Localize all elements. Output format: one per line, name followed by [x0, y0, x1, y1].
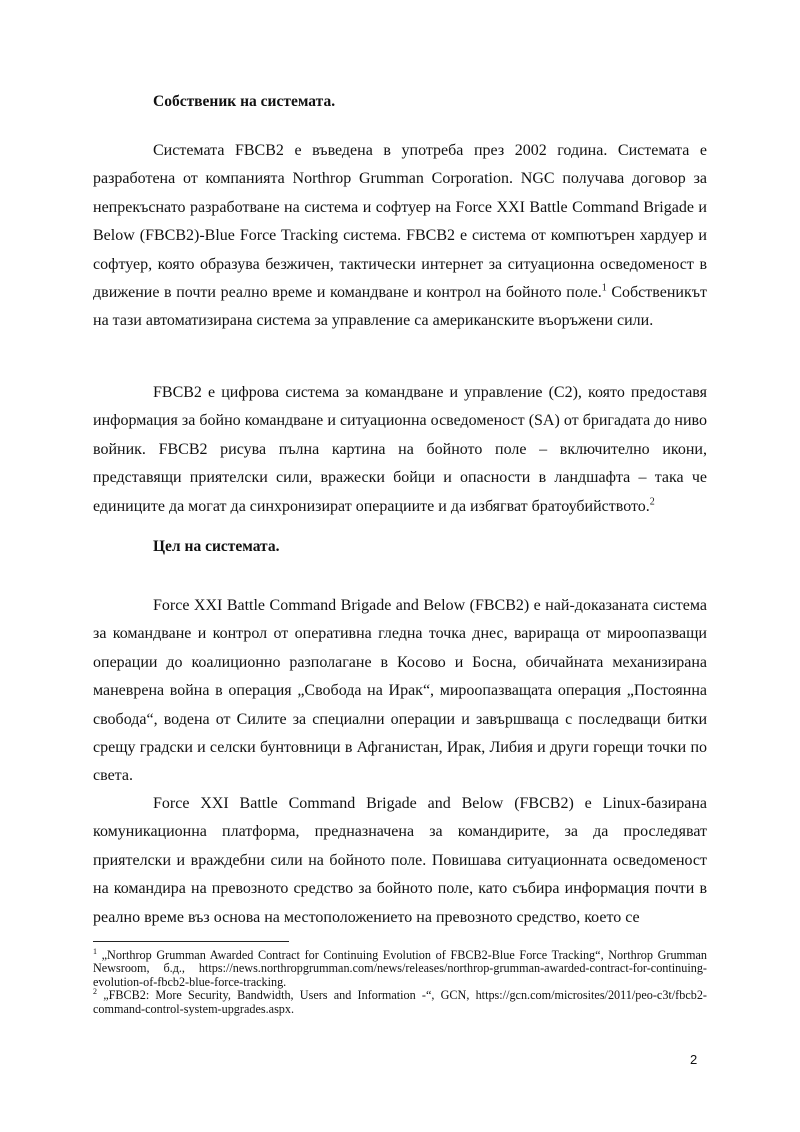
footnote-ref-2[interactable]: 2	[649, 496, 655, 508]
footnote-2	[93, 989, 707, 1016]
footnote-1	[93, 946, 707, 989]
footnote-text-2[interactable]: „FBCB2: More Security, Bandwidth, Users and Information -“, GCN, https://gcn.com/microsites/2011/peo-c3t/fbcb2-command-control-system-upgrades.aspx.	[93, 988, 707, 1016]
footnote-divider	[93, 941, 289, 942]
section-heading-purpose: Цел на системата.	[153, 538, 280, 555]
paragraph-owner-2	[93, 379, 707, 521]
footnote-ref-1[interactable]: 1	[601, 282, 607, 294]
footnotes	[93, 946, 707, 1016]
paragraph-owner-1	[93, 137, 707, 336]
footnote-mark-2: 2	[93, 987, 97, 997]
paragraph-text-tail: Собственикът на тази автоматизирана система за управление са американските въоръжени сили.	[93, 284, 707, 330]
page-number: 2	[690, 1052, 698, 1067]
paragraph-purpose-1: Force XXI Battle Command Brigade and Below (FBCB2) е най-доказаната система за командване и контрол от оперативна гледна точка днес, варираща от мироопазващи операции до коалиционно разполагане в Косово и Босна, обичайната механизирана маневрена война в операция „Свобода на Ирак“, мироопазващата операция „Постоянна свобода“, водена от Силите за специални операции и завършваща с последващи битки срещу градски и селски бунтовници в Афганистан, Ирак, Либия и други горещи точки по света.	[93, 597, 707, 785]
section-heading-owner: Собственик на системата.	[153, 93, 336, 110]
paragraph-text: FBCB2 е цифрова система за командване и управление (C2), която предоставя информация за бойно командване и ситуационна осведоменост (SA) от бригадата до ниво войник. FBCB2 рисува пълна картина на бойното поле – включително икони, представящи приятелски сили, вражески бойци и опасности в ландшафта – така че единиците да могат да синхронизират операциите и да избягват братоубийството.	[93, 384, 707, 515]
footnote-mark-1: 1	[93, 946, 97, 956]
footnote-text-1[interactable]: „Northrop Grumman Awarded Contract for Continuing Evolution of FBCB2-Blue Force Tracking“, Northrop Grumman Newsroom, б.д., https://news.northropgrumman.com/news/releases/northrop-grumman-awarded-contract-for-continuing-evolution-of-fbcb2-blue-force-tracking.	[93, 948, 707, 989]
paragraph-text: Системата FBCB2 е въведена в употреба през 2002 година. Системата е разработена от компанията Northrop Grumman Corporation. NGC получава договор за непрекъснато разработване на система и софтуер на Force XXI Battle Command Brigade и Below (FBCB2)-Blue Force Tracking система. FBCB2 е система от компютърен хардуер и софтуер, която образува безжичен, тактически интернет за ситуационна осведоменост в движение в почти реално време и командване и контрол на бойното поле.	[93, 142, 707, 302]
paragraph-purpose-2: Force XXI Battle Command Brigade and Below (FBCB2) е Linux-базирана комуникационна платформа, предназначена за командирите, за да проследяват приятелски и враждебни сили на бойното поле. Повишава ситуационната осведоменост на командира на превозното средство за бойното поле, като събира информация почти в реално време въз основа на местоположението на превозното средство, което се	[93, 795, 707, 926]
